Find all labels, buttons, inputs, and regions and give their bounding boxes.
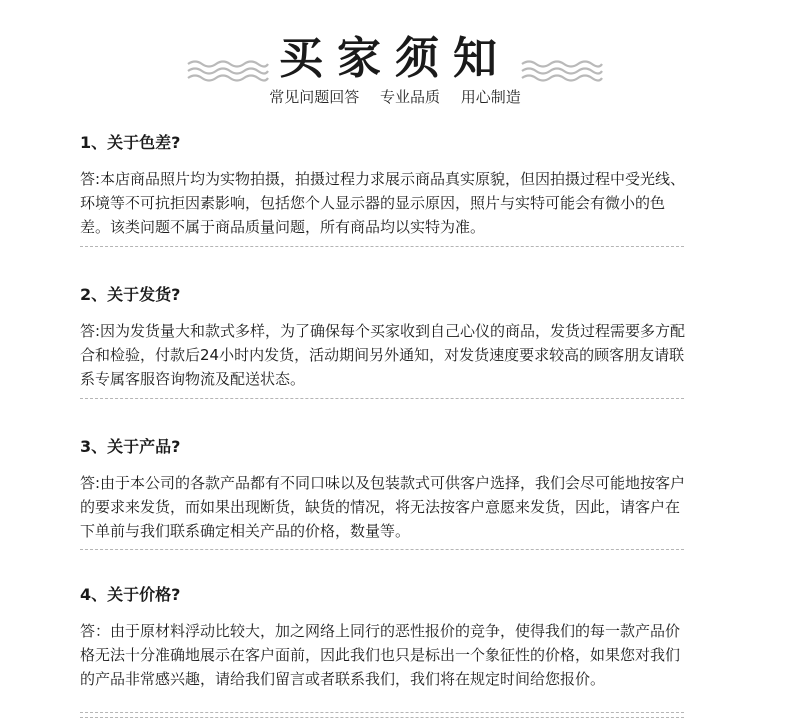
faq-question: 4、关于价格? [80,585,181,604]
faq-item-price [80,582,690,691]
subtitle-item: 常见问题回答 [269,88,360,106]
divider [80,712,684,718]
faq-question: 1、关于色差? [80,133,181,152]
faq-question: 3、关于产品? [80,437,181,456]
faq-answer: 答：由于原材料浮动比较大，加之网络上同行的恶性报价的竞争，使得我们的每一款产品价格无法十分准确地展示在客户面前，因此我们也只是标出一个象征性的价格，如果您对我们的产品非常感兴趣，请给我们留言或者联系我们，我们将在规定时间给您报价。 [80,622,681,688]
subtitle-item: 用心制造 [460,88,521,106]
subtitle-item: 专业品质 [379,88,440,106]
page-title: 买家须知 [279,33,511,84]
faq-item-shipping [80,282,690,391]
faq-question: 2、关于发货? [80,285,181,304]
faq-item-color [80,130,690,239]
divider [80,549,684,550]
divider [80,398,684,399]
faq-answer: 答:由于本公司的各款产品都有不同口味以及包装款式可供客户选择，我们会尽可能地按客户的要求来发货，而如果出现断货，缺货的情况，将无法按客户意愿来发货，因此，请客户在下单前与我们联系确定相关产品的价格，数量等。 [80,474,686,540]
header [0,0,790,110]
wave-decoration-right [520,58,604,84]
faq-answer: 答:本店商品照片均为实物拍摄，拍摄过程力求展示商品真实原貌，但因拍摄过程中受光线、环境等不可抗拒因素影响，包括您个人显示器的显示原因，照片与实特可能会有微小的色差。该类问题不属于商品质量问题，所有商品均以实特为准。 [80,170,686,236]
faq-item-product [80,434,690,543]
faq-answer: 答:因为发货量大和款式多样，为了确保每个买家收到自己心仪的商品，发货过程需要多方配合和检验，付款后24小时内发货，活动期间另外通知，对发货速度要求较高的顾客朋友请联系专属客服咨询物流及配送状态。 [80,322,686,388]
divider [80,246,684,247]
subtitle [0,86,790,107]
